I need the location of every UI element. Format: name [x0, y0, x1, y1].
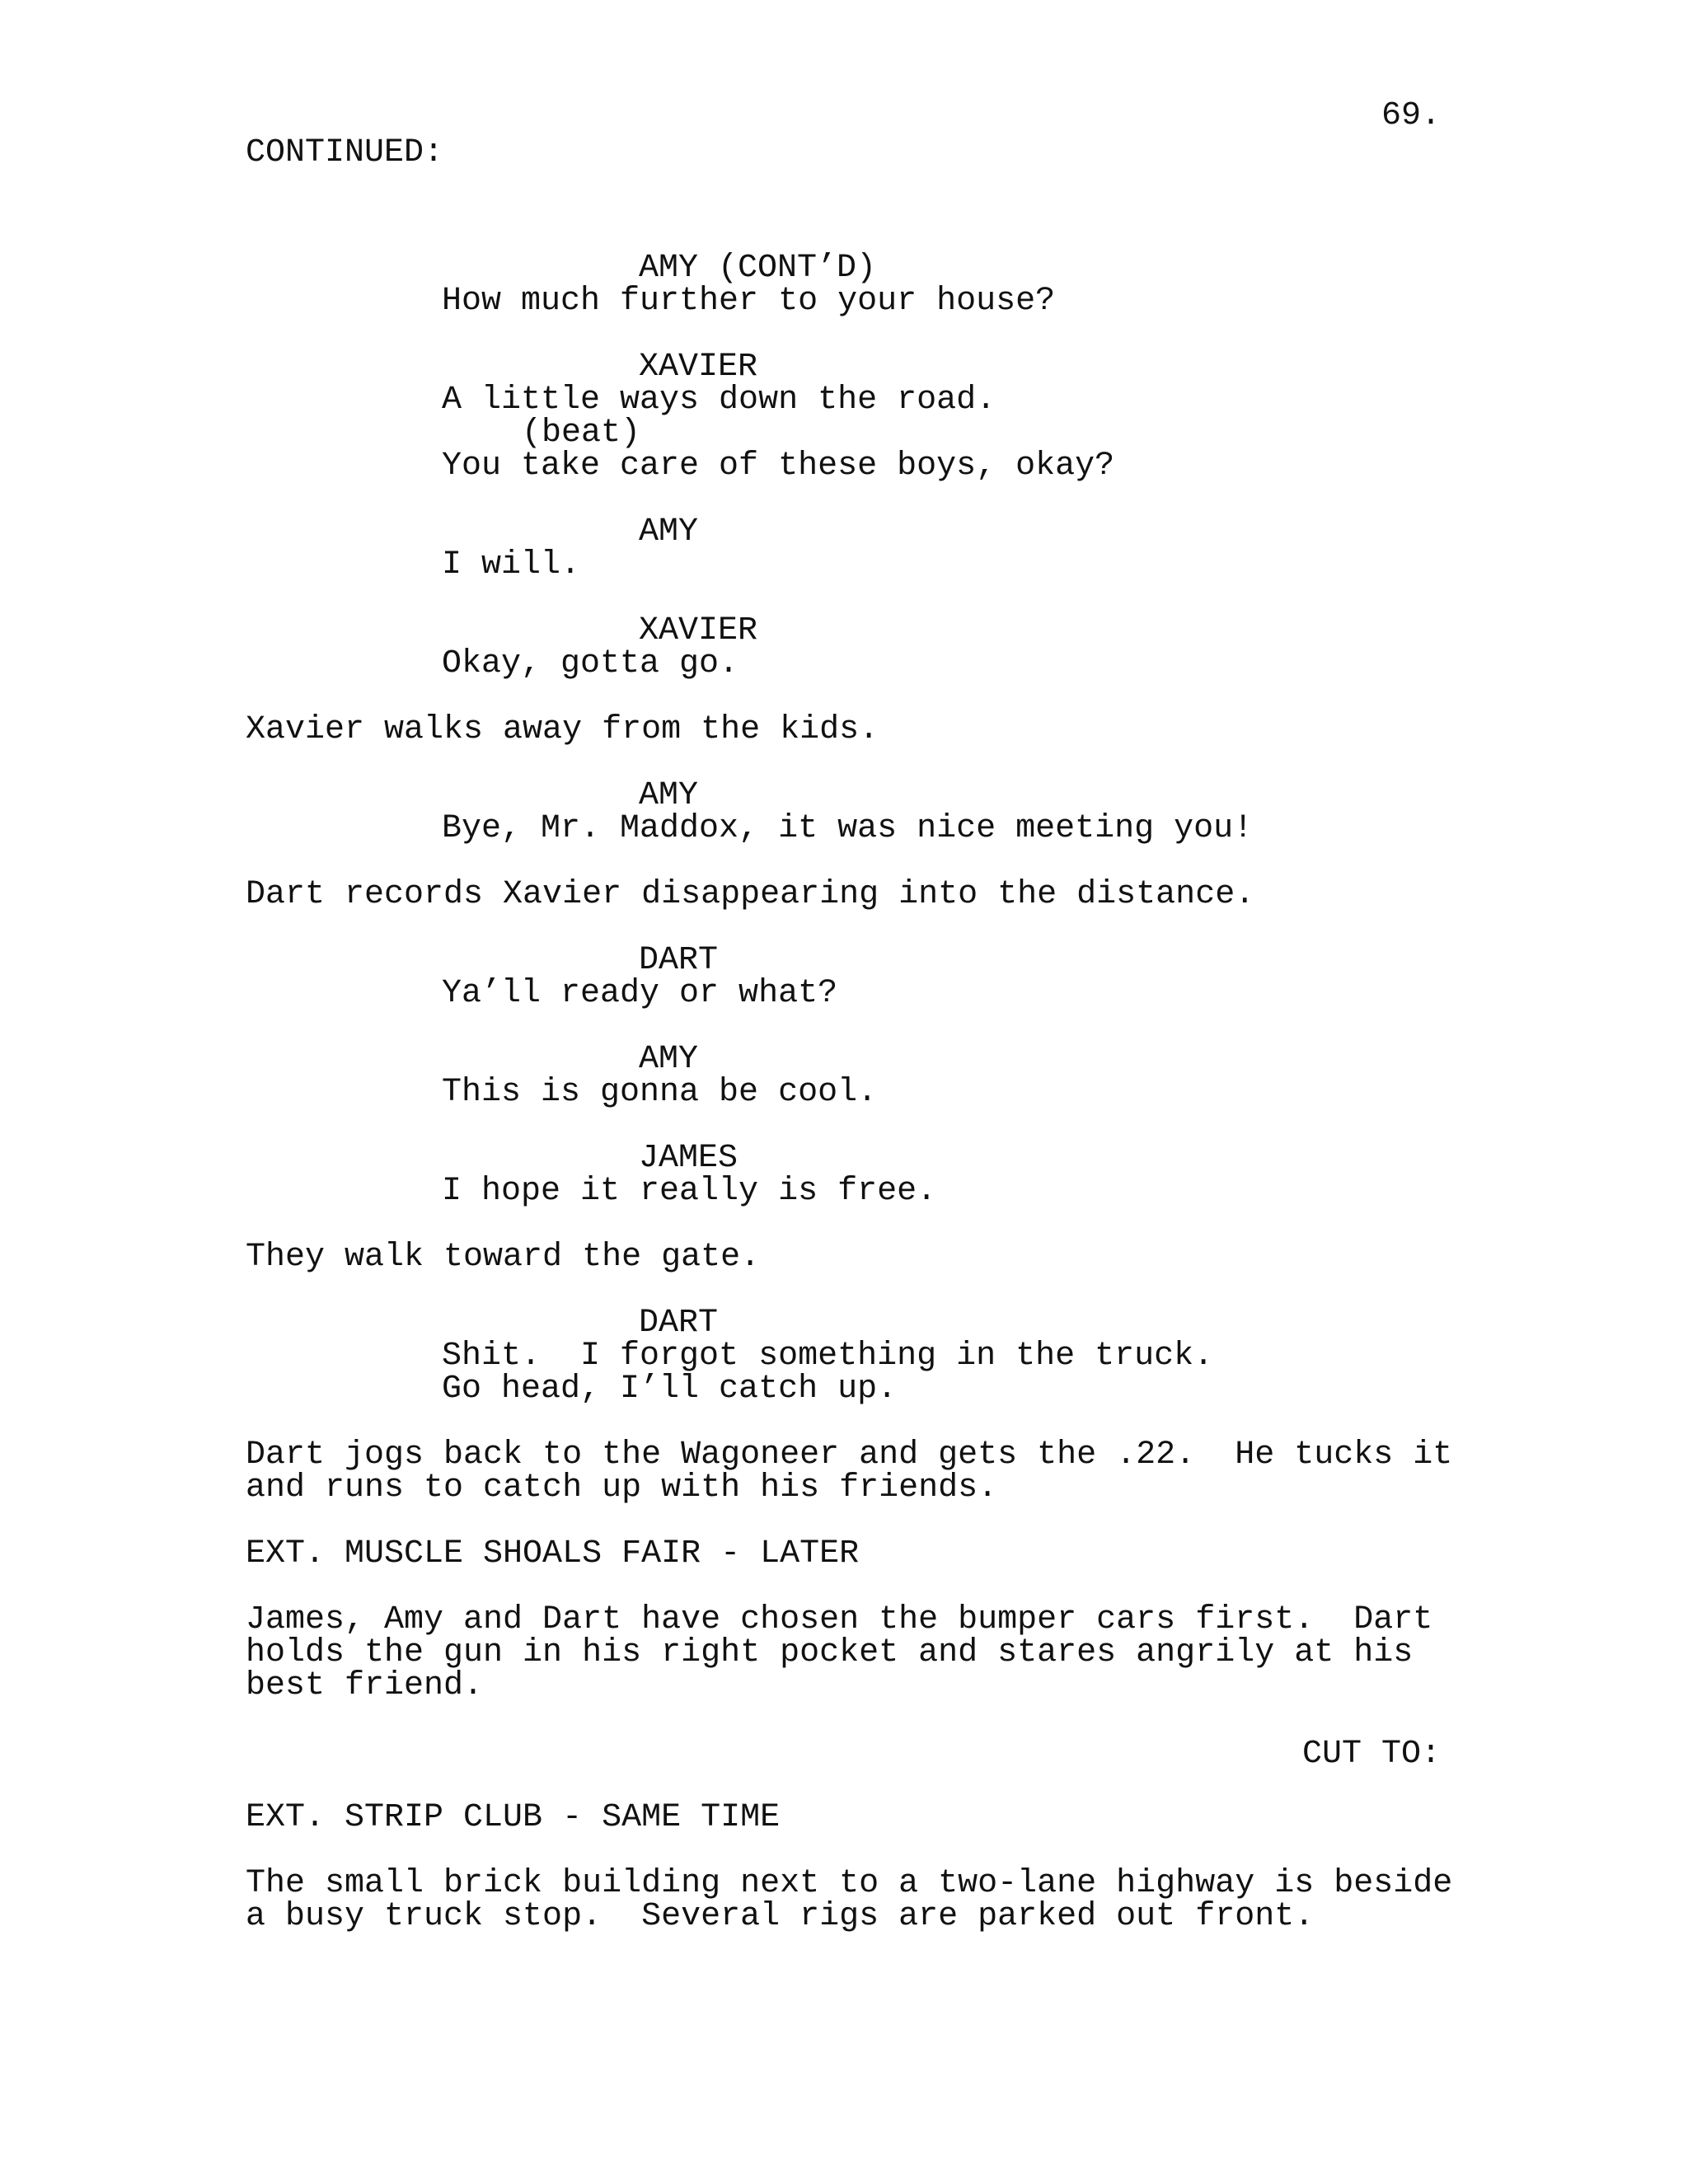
- dialogue-line: Shit. I forgot something in the truck.: [442, 1338, 1214, 1375]
- dialogue-line: A little ways down the road.: [442, 382, 996, 419]
- scene-heading: EXT. MUSCLE SHOALS FAIR - LATER: [246, 1535, 860, 1572]
- action-line: The small brick building next to a two-lane highway is beside: [246, 1865, 1453, 1902]
- parenthetical: (beat): [522, 415, 641, 452]
- page-number: 69.: [1381, 97, 1441, 134]
- character-cue: DART: [639, 942, 719, 979]
- dialogue-line: Bye, Mr. Maddox, it was nice meeting you!: [442, 810, 1254, 847]
- character-cue: AMY: [639, 777, 699, 814]
- character-cue: AMY (CONT’D): [639, 250, 877, 287]
- dialogue-line: I will.: [442, 546, 581, 583]
- character-cue: XAVIER: [639, 349, 758, 386]
- action-line: and runs to catch up with his friends.: [246, 1469, 998, 1507]
- action-line: Xavier walks away from the kids.: [246, 711, 879, 748]
- character-cue: JAMES: [639, 1140, 738, 1177]
- character-cue: DART: [639, 1305, 719, 1342]
- character-cue: AMY: [639, 513, 699, 551]
- action-line: James, Amy and Dart have chosen the bumper cars first. Dart: [246, 1601, 1433, 1638]
- dialogue-line: How much further to your house?: [442, 283, 1056, 320]
- dialogue-line: I hope it really is free.: [442, 1173, 937, 1210]
- character-cue: XAVIER: [639, 612, 758, 649]
- continued-header: CONTINUED:: [246, 134, 444, 171]
- character-cue: AMY: [639, 1041, 699, 1078]
- action-line: Dart records Xavier disappearing into the distance.: [246, 876, 1255, 913]
- dialogue-line: Go head, I’ll catch up.: [442, 1371, 898, 1408]
- dialogue-line: Okay, gotta go.: [442, 645, 739, 682]
- action-line: holds the gun in his right pocket and stares angrily at his: [246, 1634, 1414, 1671]
- action-line: They walk toward the gate.: [246, 1239, 761, 1276]
- dialogue-line: Ya’ll ready or what?: [442, 975, 838, 1012]
- scene-heading: EXT. STRIP CLUB - SAME TIME: [246, 1799, 781, 1836]
- action-line: Dart jogs back to the Wagoneer and gets the .22. He tucks it: [246, 1436, 1453, 1474]
- dialogue-line: You take care of these boys, okay?: [442, 448, 1115, 485]
- dialogue-line: This is gonna be cool.: [442, 1074, 878, 1111]
- action-line: a busy truck stop. Several rigs are parked out front.: [246, 1898, 1315, 1935]
- transition: CUT TO:: [1301, 1736, 1441, 1773]
- action-line: best friend.: [246, 1667, 484, 1704]
